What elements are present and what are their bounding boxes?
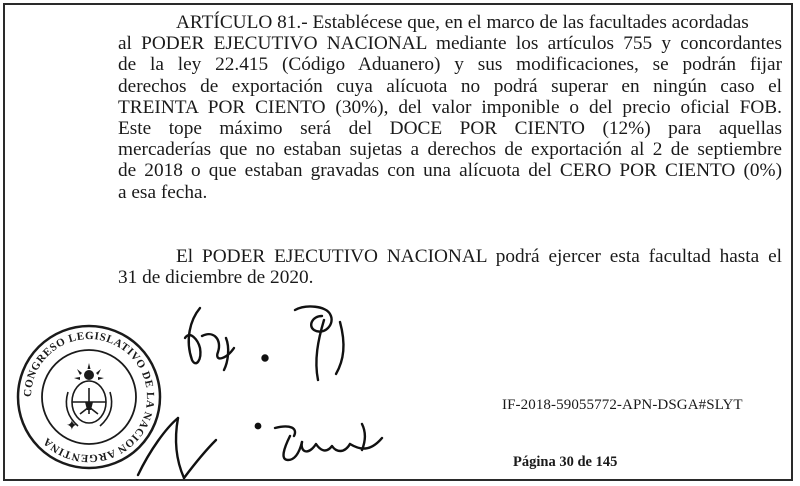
article-line: ARTÍCULO 81.- Establécese que, en el marco de las facultades acordadas	[176, 12, 749, 33]
document-code: IF-2018-59055772-APN-DSGA#SLYT	[502, 397, 743, 413]
paragraph-line: 31 de diciembre de 2020.	[118, 267, 314, 289]
svg-text:CONGRESO LEGISLATIVO DE LA NAC: CONGRESO LEGISLATIVO DE LA NACION ARGENTINA	[21, 329, 157, 465]
article-line: mercaderías que no estaban sujetas a derechos de exportación al 2 de septiembre	[118, 139, 782, 161]
paragraph-line: El PODER EJECUTIVO NACIONAL podrá ejercer esta facultad hasta el	[176, 246, 782, 267]
svg-text:✦: ✦	[66, 418, 78, 434]
handwritten-signatures	[130, 300, 510, 486]
article-line: Este tope máximo será del DOCE POR CIENTO (12%) para aquellas	[118, 117, 782, 139]
article-81-paragraph	[118, 12, 782, 203]
page-number: Página 30 de 145	[513, 454, 618, 470]
deadline-paragraph	[118, 246, 782, 288]
article-line: de 2018 o que estaban gravadas con una alícuota del CERO POR CIENTO (0%)	[118, 160, 782, 182]
article-line: de la ley 22.415 (Código Aduanero) y sus modificaciones, se podrán fijar	[118, 54, 782, 76]
article-line: TREINTA POR CIENTO (30%), del valor imponible o del precio oficial FOB.	[118, 96, 782, 118]
article-line: a esa fecha.	[118, 181, 208, 203]
article-line: al PODER EJECUTIVO NACIONAL mediante los artículos 755 y concordantes	[118, 33, 782, 55]
article-line: derechos de exportación cuya alícuota no podrá superar en ningún caso el	[118, 75, 782, 97]
